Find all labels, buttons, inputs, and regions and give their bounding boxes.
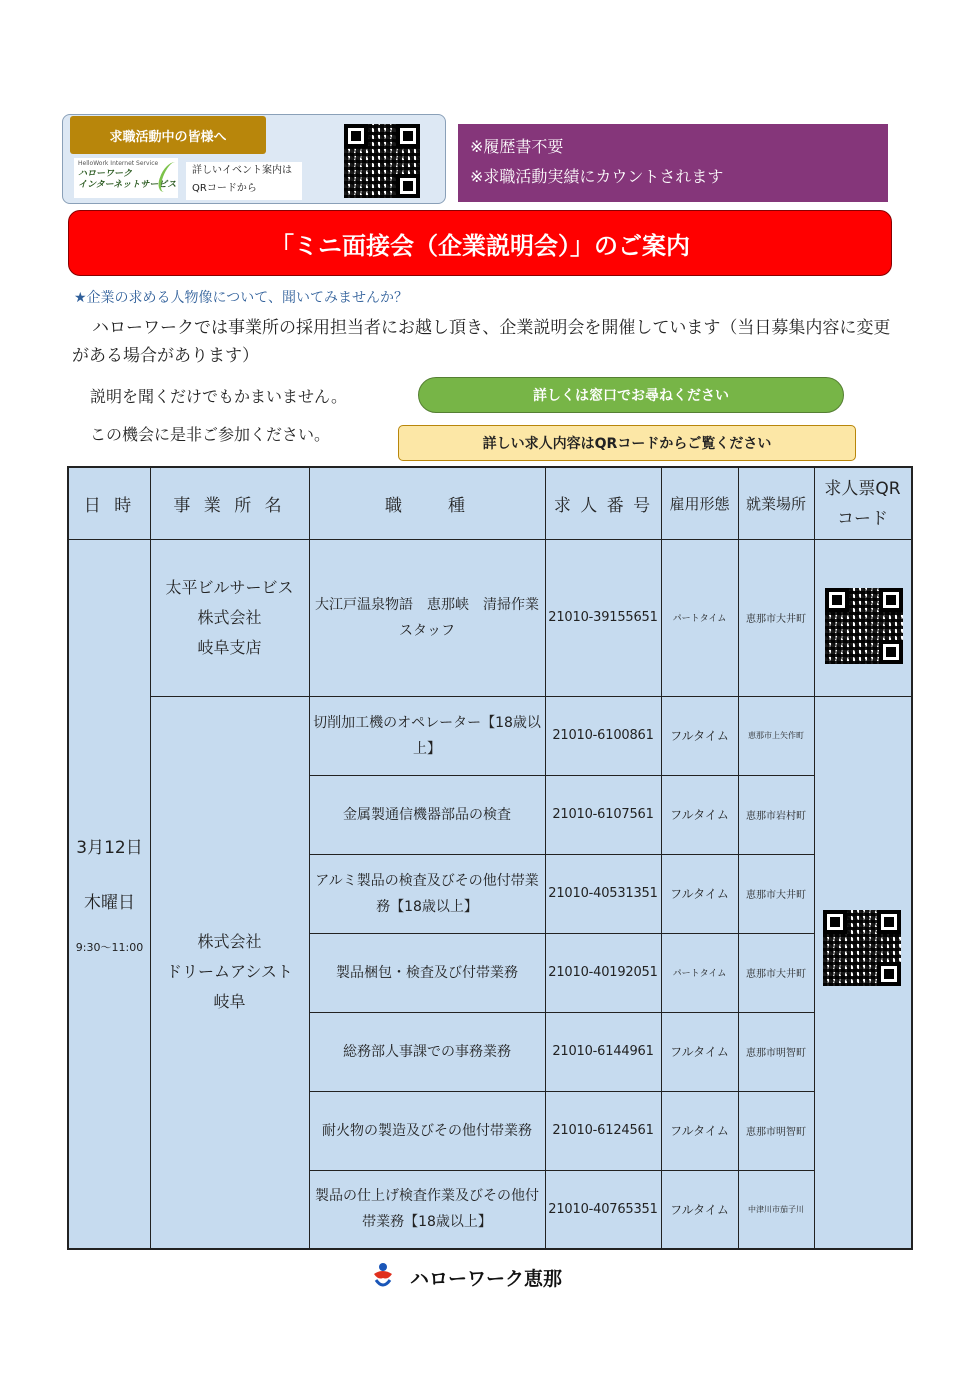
header-location: 就業場所 [745,495,806,513]
job-number: 21010-6144961 [552,1044,654,1059]
work-location: 恵那市上矢作町 [748,731,804,740]
event-date: 3月12日 [76,837,143,858]
employment-type: フルタイム [670,1045,729,1059]
header-job: 職 種 [385,496,469,516]
subtitle: ★企業の求める人物像について、聞いてみませんか？ [74,290,408,306]
job-table [67,466,913,1250]
qr-code-icon[interactable] [823,910,901,986]
work-location: 恵那市明智町 [746,1127,806,1138]
header-qr: 求人票QRコード [824,478,901,529]
work-location: 恵那市岩村町 [746,811,806,822]
job-title: 総務部人事課での事務業務 [343,1043,511,1060]
employment-type: フルタイム [670,1124,729,1138]
employment-type: パートタイム [672,969,727,979]
job-title: 製品梱包・検査及び付帯業務 [336,964,518,981]
header-number: 求 人 番 号 [553,496,653,516]
company-name-line: 株式会社 [197,607,262,627]
notice-activity-count: ※求職活動実績にカウントされます [470,167,724,186]
job-title: 金属製通信機器部品の検査 [343,806,511,823]
header-company: 事 業 所 名 [173,496,286,516]
job-number: 21010-6124561 [552,1123,654,1138]
job-number: 21010-39155651 [548,610,658,625]
job-title: 製品の仕上げ検査作業及びその他付帯業務【18歳以上】 [315,1188,539,1230]
notice-box [458,124,888,202]
job-number: 21010-40192051 [548,965,658,980]
hw-logo-line2: インターネットサービス [78,180,177,190]
employment-type: フルタイム [670,887,729,901]
qr-code-icon[interactable] [344,124,420,198]
job-title: 大江戸温泉物語 恵那峡 清掃作業スタッフ [315,596,539,639]
job-number: 21010-6107561 [552,807,654,822]
work-location: 恵那市明智町 [746,1048,806,1059]
date-cell [69,539,150,1248]
job-seeker-badge: 求職活動中の皆様へ [70,116,266,154]
inquire-at-counter-pill: 詳しくは窓口でお尋ねください [418,377,844,413]
job-number: 21010-6100861 [552,728,654,743]
work-location: 中津川市茄子川 [748,1204,804,1214]
work-location: 恵那市大井町 [746,614,806,625]
event-qr-note: 詳しいイベント案内はQRコードから [186,162,302,200]
intro-text: ハローワークでは事業所の採用担当者にお越し頂き、企業説明会を開催しています（当日募集内容に変更がある場合があります） [72,318,891,366]
job-number: 21010-40531351 [548,886,658,901]
footer-brand: ハローワーク恵那 [410,1268,563,1290]
event-time: 9:30～11:00 [75,940,144,954]
hellowork-logo-icon [370,1262,396,1292]
join-text: この機会に是非ご参加ください。 [90,425,331,444]
event-weekday: 木曜日 [84,892,135,913]
qr-code-icon[interactable] [825,588,903,664]
employment-type: フルタイム [670,1202,729,1217]
company-cell [150,696,309,1248]
employment-type: パートタイム [672,614,727,624]
company-name-line: 太平ビルサービス [165,577,294,597]
hw-logo-small: HelloWork Internet Service [78,160,159,167]
work-location: 恵那市大井町 [746,969,806,980]
company-name-line: ドリームアシスト [166,962,293,981]
header-employment-type: 雇用形態 [669,495,730,513]
header-datetime: 日 時 [83,496,136,516]
employment-type: フルタイム [670,808,729,822]
qr-details-box: 詳しい求人内容はQRコードからご覧ください [398,425,856,461]
just-listen-text: 説明を聞くだけでもかまいません。 [90,387,347,406]
job-title: アルミ製品の検査及びその他付帯業務【18歳以上】 [315,872,539,915]
company-name-line: 岐阜 [213,992,246,1011]
page-title: 「ミニ面接会（企業説明会）」のご案内 [68,210,892,276]
job-title: 切削加工機のオペレーター【18歳以上】 [313,714,541,757]
notice-no-resume: ※履歴書不要 [470,137,564,156]
job-title: 耐火物の製造及びその他付帯業務 [322,1122,532,1139]
company-name-line: 岐阜支店 [197,637,262,657]
company-cell [150,539,309,696]
company-name-line: 株式会社 [197,932,262,951]
hw-logo-line1: ハローワーク [78,169,133,179]
job-number: 21010-40765351 [548,1201,658,1217]
work-location: 恵那市大井町 [746,890,806,901]
employment-type: フルタイム [670,729,729,743]
